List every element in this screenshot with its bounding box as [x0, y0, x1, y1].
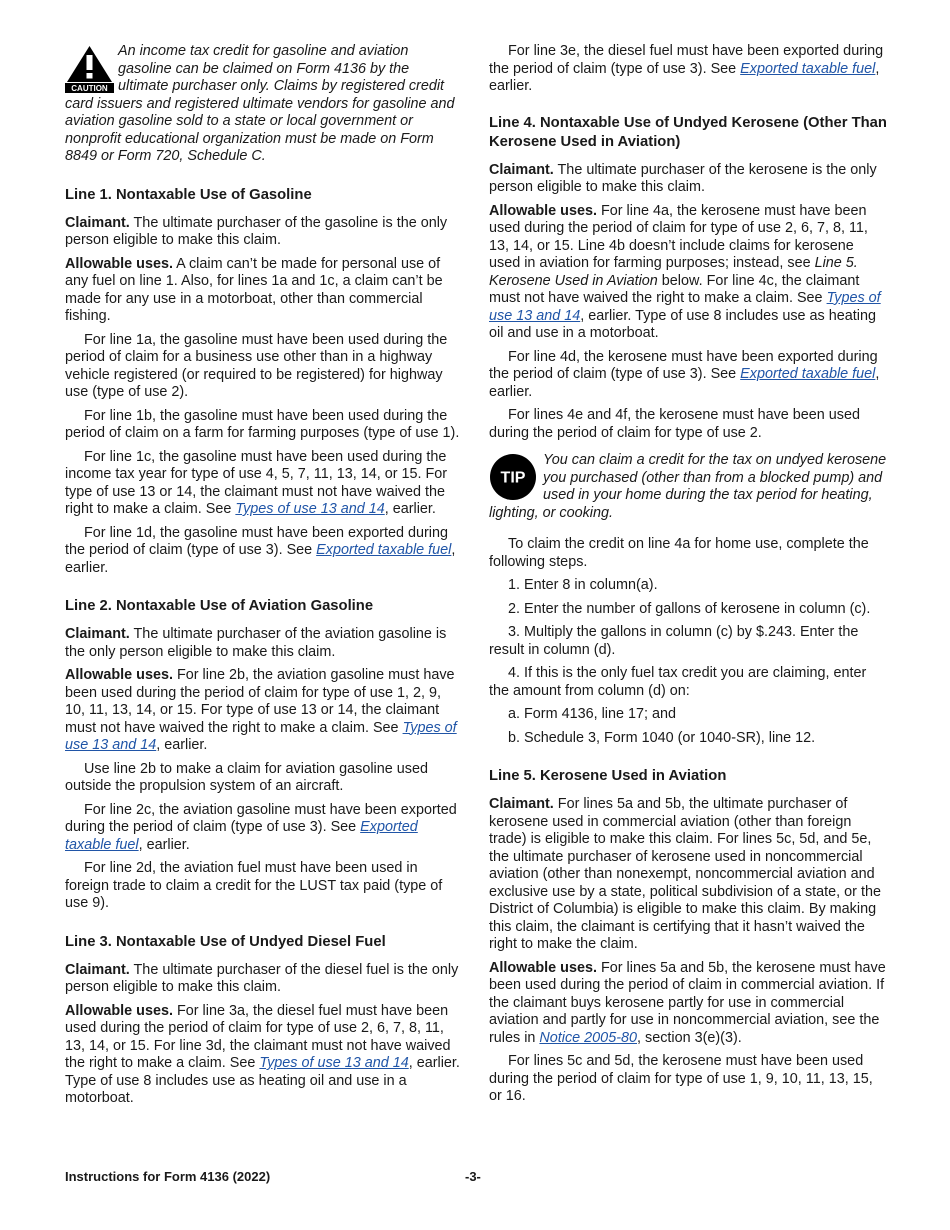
caution-callout [65, 43, 463, 166]
line5-heading: Line 5. Kerosene Used in Aviation [489, 768, 727, 784]
line1d-paragraph: For line 1d, the gasoline must have been exported during the period of claim (type of use 3). See Exported taxable fuel, earlier. [65, 524, 456, 576]
line4-allowable-uses: Allowable uses. For line 4a, the kerosene must have been used during the period of claim for type of use 2, 6, 7, 8, 11, 13, 14, or 15. Line 4b doesn’t include claims for kerosene used in aviation for farming purposes; instead, see Line 5. Kerosene Used in Aviation below. For line 4c, the claimant must not have waived the right to make a claim. See Types of use 13 and 14, earlier. Type of use 8 includes use as heating oil and use in a motorboat. [489, 202, 881, 341]
types-of-use-13-14-link[interactable]: Types of use 13 and 14 [489, 290, 881, 324]
line2-allowable-uses: Allowable uses. For line 2b, the aviation gasoline must have been used during the period of claim for type of use 1, 2, 9, 10, 11, 13, 14, or 15. For type of use 13 or 14, the claimant must not have waived the right to make a claim. See Types of use 13 and 14, earlier. [65, 667, 457, 753]
line4ef-paragraph: For lines 4e and 4f, the kerosene must have been used during the period of claim for type of use 2. [489, 407, 860, 441]
line4-claimant: Claimant. The ultimate purchaser of the kerosene is the only person eligible to make this claim. [489, 161, 877, 195]
line5-claimant: Claimant. For lines 5a and 5b, the ultimate purchaser of kerosene used in commercial aviation (other than foreign trade) is eligible to make this claim. For lines 5c, 5d, and 5e, the ultimate purchaser of kerosene used in noncommercial aviation (other than nonexempt, noncommercial aviation and exclusive use by a state, political subdivision of a state, or the District of Columbia) is eligible to make this claim. By making this claim, the claimant is certifying that it hasn’t waived the right to make the claim. [489, 796, 881, 952]
step-item: 4. If this is the only fuel tax credit you are claiming, enter the amount from column (d) on: [489, 665, 867, 699]
caution-icon [65, 45, 114, 93]
right-column [489, 43, 887, 1112]
line4-heading: Line 4. Nontaxable Use of Undyed Kerosene (Other Than Kerosene Used in Aviation) [489, 114, 887, 150]
line3e-paragraph: For line 3e, the diesel fuel must have been exported during the period of claim (type of use 3). See Exported taxable fuel, earlier. [489, 43, 884, 94]
line1c-paragraph: For line 1c, the gasoline must have been used during the income tax year for type of use 4, 5, 7, 11, 13, 14, or 15. For type of use 13 or 14, the claimant must not have waived the right to make a claim. See Types of use 13 and 14, earlier. [65, 448, 448, 517]
step-item: 1. Enter 8 in column(a). [508, 577, 658, 593]
step-item: 3. Multiply the gallons in column (c) by $.243. Enter the result in column (d). [489, 624, 859, 658]
line2b-paragraph: Use line 2b to make a claim for aviation gasoline used outside the propulsion system of an aircraft. [65, 760, 428, 794]
caution-label: CAUTION [71, 84, 108, 93]
exported-taxable-fuel-link[interactable]: Exported taxable fuel [740, 366, 876, 382]
tip-text: You can claim a credit for the tax on undyed kerosene you purchased (other than from a blocked pump) and used in your home during the tax period for heating, lighting, or cooking. [489, 452, 887, 521]
home-use-intro: To claim the credit on line 4a for home use, complete the following steps. [489, 536, 869, 570]
exported-taxable-fuel-link[interactable]: Exported taxable fuel [740, 60, 876, 77]
page-number: -3- [465, 1169, 481, 1184]
line2d-paragraph: For line 2d, the aviation fuel must have been used in foreign trade to claim a credit for the LUST tax paid (type of use 9). [65, 860, 443, 911]
line1b-paragraph: For line 1b, the gasoline must have been used during the period of claim on a farm for farming purposes (type of use 1). [65, 407, 460, 441]
caution-text: An income tax credit for gasoline and aviation gasoline can be claimed on Form 4136 by the ultimate purchaser only. Claims by registered credit card issuers and registered ultimate vendors for gasoline and aviation gasoline sold to a state or local government or nonprofit educational organization must be made on Form 8849 or Form 720, Schedule C. [65, 43, 455, 164]
types-of-use-13-14-link[interactable]: Types of use 13 and 14 [65, 719, 457, 753]
tip-icon [489, 453, 537, 501]
line4d-paragraph: For line 4d, the kerosene must have been exported during the period of claim (type of use 3). See Exported taxable fuel, earlier. [489, 348, 880, 400]
line1-allowable-uses: Allowable uses. A claim can’t be made for personal use of any fuel on line 1. Also, for lines 1a and 1c, a claim can’t be made for any use in a motorboat, other than commercial fishing. [65, 255, 443, 324]
line2c-paragraph: For line 2c, the aviation gasoline must have been exported during the period of claim (type of use 3). See Exported taxable fuel, earlier. [65, 801, 457, 853]
left-column [65, 43, 463, 1114]
line3-heading: Line 3. Nontaxable Use of Undyed Diesel Fuel [65, 933, 386, 950]
tip-callout [489, 452, 887, 522]
line3-allowable-uses: Allowable uses. For line 3a, the diesel fuel must have been used during the period of claim for type of use 2, 6, 7, 8, 11, 13, 14, or 15. For line 3d, the claimant must not have waived the right to make a claim. See Types of use 13 and 14, earlier. Type of use 8 includes use as heating oil and use in a motorboat. [65, 1002, 460, 1106]
page-footer [65, 1168, 887, 1186]
line2-heading: Line 2. Nontaxable Use of Aviation Gasoline [65, 598, 374, 614]
line1-claimant: Claimant. The ultimate purchaser of the gasoline is the only person eligible to make this claim. [65, 214, 448, 248]
line3-claimant: Claimant. The ultimate purchaser of the diesel fuel is the only person eligible to make this claim. [65, 961, 459, 995]
tip-label: TIP [500, 469, 526, 487]
step-item: 2. Enter the number of gallons of kerosene in column (c). [508, 600, 871, 617]
footer-title: Instructions for Form 4136 (2022) [65, 1169, 271, 1184]
line5cd-paragraph: For lines 5c and 5d, the kerosene must have been used during the period of claim for type of use 1, 9, 10, 11, 13, 15, or 16. [489, 1053, 873, 1104]
line5-allowable-uses: Allowable uses. For lines 5a and 5b, the kerosene must have been used during the period of claim in commercial aviation. If the claimant buys kerosene partly for use in commercial aviation and partly for use in noncommercial aviation, see the rules in Notice 2005-80, section 3(e)(3). [489, 959, 886, 1046]
substep-item: b. Schedule 3, Form 1040 (or 1040-SR), line 12. [508, 729, 816, 746]
types-of-use-13-14-link[interactable]: Types of use 13 and 14 [235, 501, 385, 517]
line1-heading: Line 1. Nontaxable Use of Gasoline [65, 186, 312, 203]
types-of-use-13-14-link[interactable]: Types of use 13 and 14 [259, 1055, 409, 1071]
line2-claimant: Claimant. The ultimate purchaser of the aviation gasoline is the only person eligible to make this claim. [65, 626, 447, 660]
exported-taxable-fuel-link[interactable]: Exported taxable fuel [65, 819, 418, 853]
substep-item: a. Form 4136, line 17; and [508, 706, 676, 722]
exported-taxable-fuel-link[interactable]: Exported taxable fuel [316, 542, 452, 558]
line1a-paragraph: For line 1a, the gasoline must have been used during the period of claim for a business use other than in a highway vehicle registered (or required to be registered) for highway use (type of use 2). [65, 331, 448, 400]
notice-2005-80-link[interactable]: Notice 2005-80 [539, 1029, 637, 1046]
